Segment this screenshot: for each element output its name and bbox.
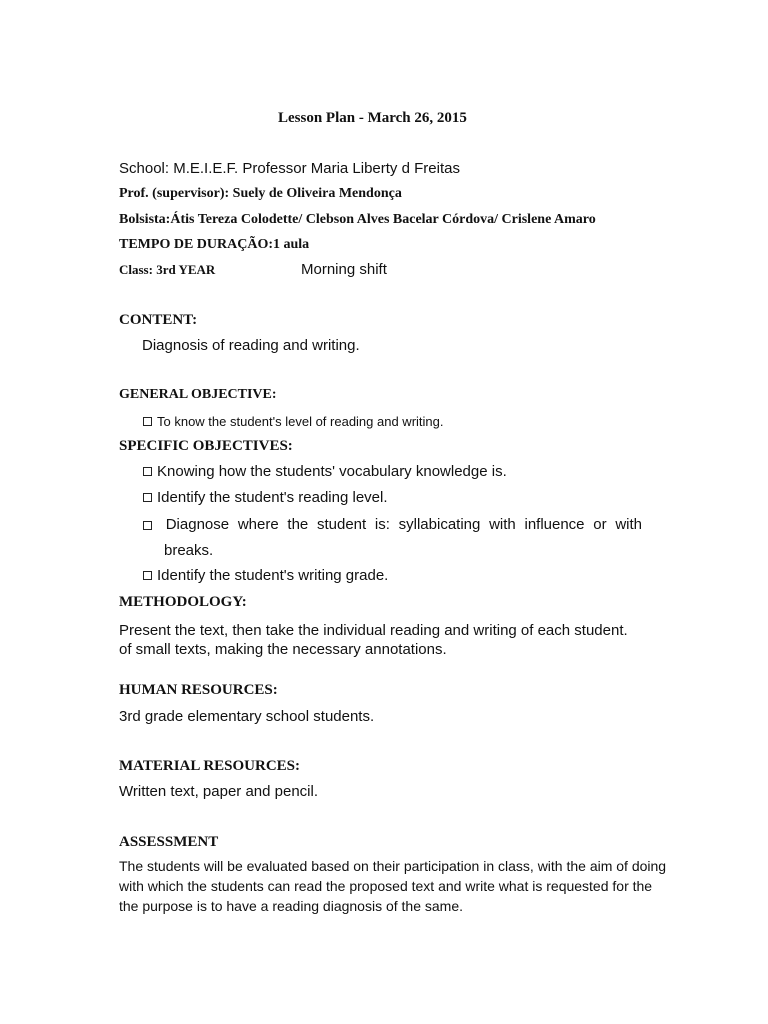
duration-line: TEMPO DE DURAÇÃO:1 aula (119, 237, 310, 252)
supervisor-line: Prof. (supervisor): Suely de Oliveira Mendonça (119, 186, 402, 201)
content-heading: CONTENT: (119, 312, 198, 328)
specific-objective-item-3-line-1 (143, 512, 642, 538)
checkbox-bullet-icon (143, 493, 152, 502)
word: with (615, 516, 642, 533)
specific-objective-item-3 (143, 512, 642, 564)
checkbox-bullet-icon (143, 521, 152, 530)
bolsista-line: Bolsista:Átis Tereza Colodette/ Clebson Alves Bacelar Córdova/ Crislene Amaro (119, 212, 596, 227)
general-objective-item (143, 414, 443, 429)
shift-line: Morning shift (301, 261, 387, 278)
methodology-line-2: of small texts, making the necessary annotations. (119, 641, 447, 658)
specific-objective-item-3-line-2: breaks. (164, 542, 214, 559)
specific-objective-item-1 (143, 463, 507, 480)
assessment-line-1: The students will be evaluated based on their participation in class, with the aim of doing (119, 858, 667, 874)
assessment-line-3: the purpose is to have a reading diagnosis of the same. (119, 898, 463, 914)
assessment-text (119, 856, 719, 916)
word: syllabicating (398, 516, 481, 533)
word: is: (374, 516, 390, 533)
word: or (593, 516, 607, 533)
human-resources-heading: HUMAN RESOURCES: (119, 682, 278, 698)
assessment-heading: ASSESSMENT (119, 834, 219, 850)
material-resources-text: Written text, paper and pencil. (119, 783, 318, 800)
checkbox-bullet-icon (143, 467, 152, 476)
word: where (237, 516, 279, 533)
specific-objective-item-2 (143, 489, 388, 506)
checkbox-bullet-icon (143, 417, 152, 426)
specific-objective-item-text: Identify the student's reading level. (157, 489, 388, 506)
general-objective-item-text: To know the student's level of reading and writing. (157, 414, 444, 429)
specific-objective-item-4 (143, 567, 388, 584)
word: Diagnose (165, 516, 230, 533)
specific-objective-item-text: Knowing how the students' vocabulary knowledge is. (157, 463, 507, 480)
methodology-heading: METHODOLOGY: (119, 594, 247, 610)
general-objective-heading: GENERAL OBJECTIVE: (119, 387, 277, 402)
methodology-text (119, 621, 719, 659)
word: influence (524, 516, 585, 533)
school-line: School: M.E.I.E.F. Professor Maria Liberty d Freitas (119, 160, 460, 177)
word: with (489, 516, 516, 533)
content-text: Diagnosis of reading and writing. (142, 337, 360, 354)
human-resources-text: 3rd grade elementary school students. (119, 708, 375, 725)
specific-objectives-heading: SPECIFIC OBJECTIVES: (119, 438, 293, 454)
checkbox-bullet-icon (143, 571, 152, 580)
specific-objective-item-text: Identify the student's writing grade. (157, 567, 389, 584)
methodology-line-1: Present the text, then take the individual reading and writing of each student. (119, 622, 628, 639)
assessment-line-2: with which the students can read the proposed text and write what is requested for the (119, 878, 653, 894)
word: student (316, 516, 367, 533)
word: the (287, 516, 309, 533)
material-resources-heading: MATERIAL RESOURCES: (119, 758, 301, 774)
document-title: Lesson Plan - March 26, 2015 (278, 110, 467, 126)
class-line: Class: 3rd YEAR (119, 262, 216, 277)
